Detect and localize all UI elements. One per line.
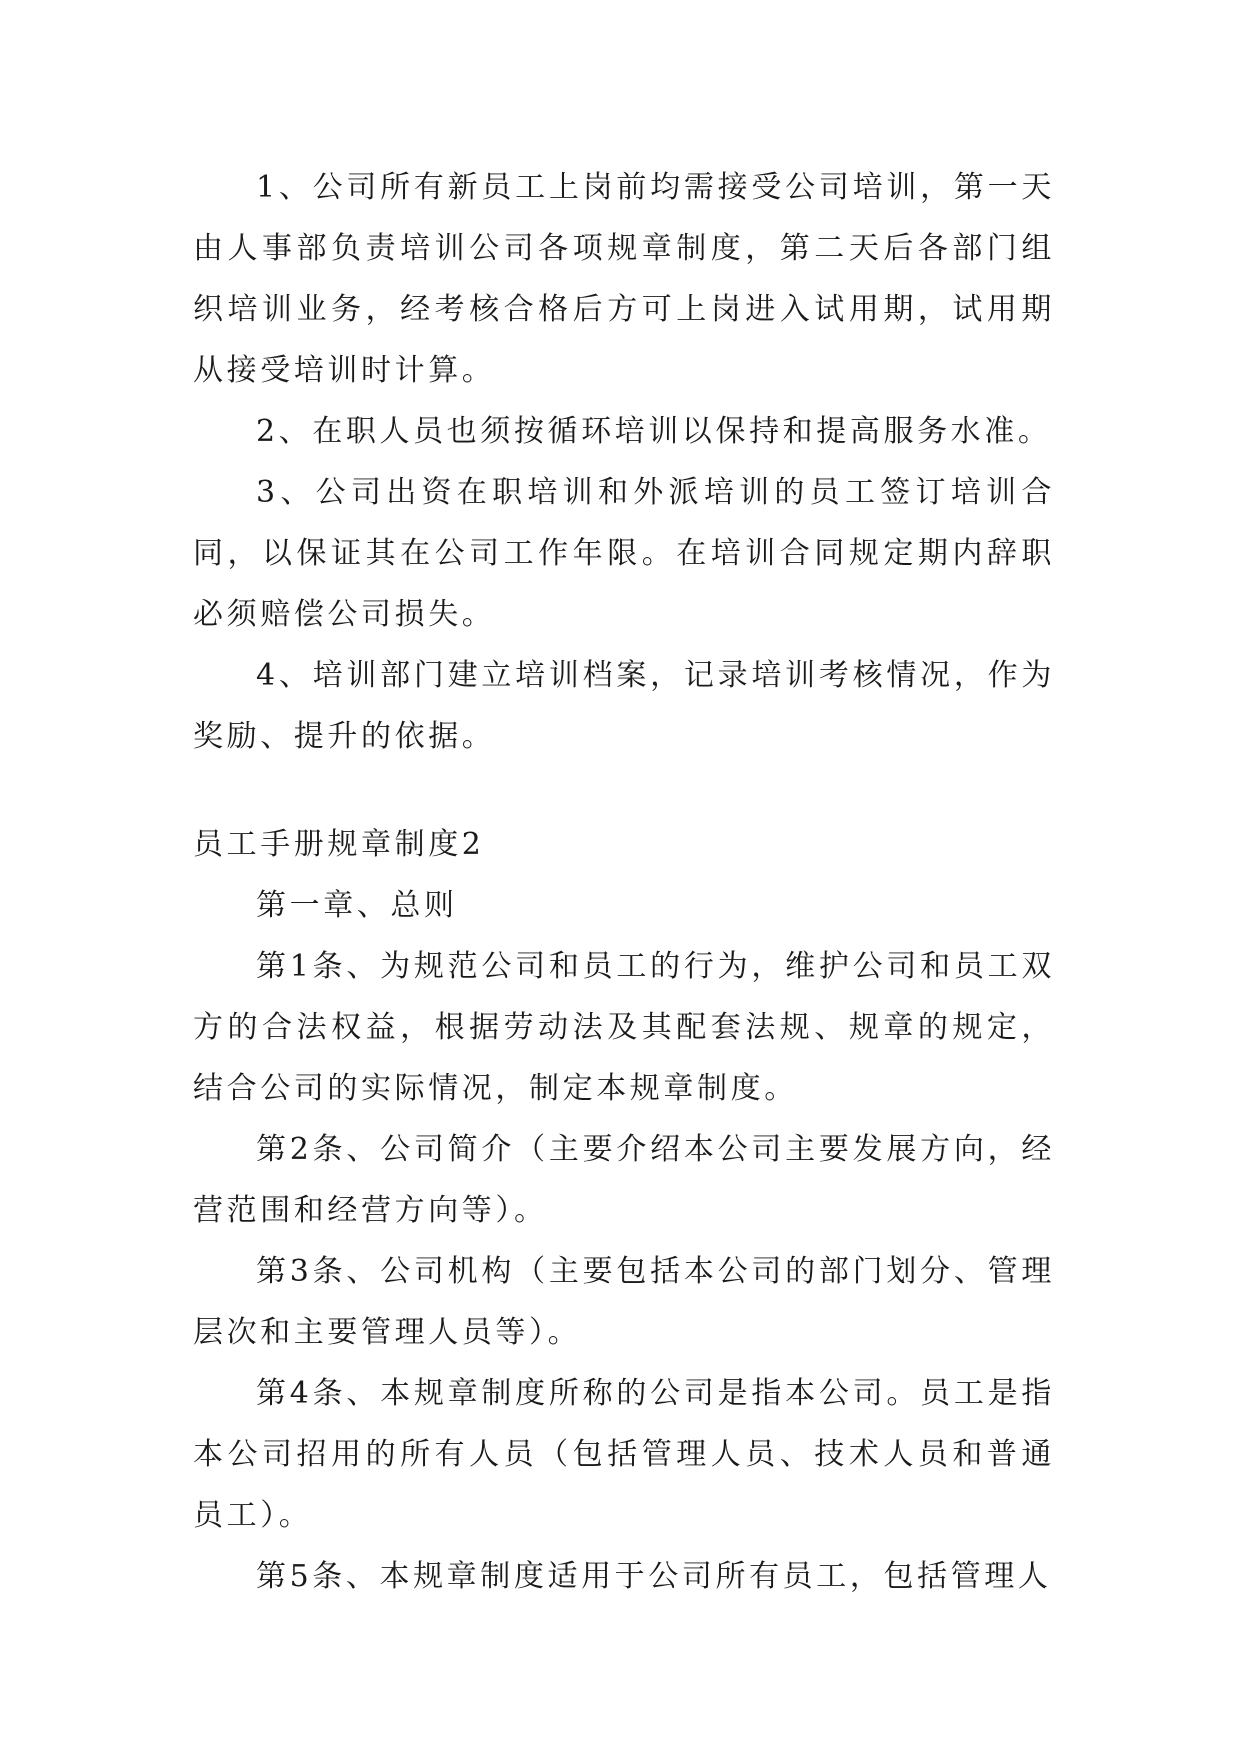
article-5: 第5条、本规章制度适用于公司所有员工，包括管理人 — [256, 1559, 1052, 1594]
article-2: 第2条、公司简介（主要介绍本公司主要发展方向，经营范围和经营方向等）。 — [193, 1132, 1055, 1228]
article-4: 第4条、本规章制度所称的公司是指本公司。员工是指本公司招用的所有人员（包括管理人员、技术人员和普通员工）。 — [193, 1376, 1055, 1533]
chapter-heading: 第一章、总则 — [256, 888, 458, 923]
article-3: 第3条、公司机构（主要包括本公司的部门划分、管理层次和主要管理人员等）。 — [193, 1254, 1055, 1350]
paragraph-training-3: 3、公司出资在职培训和外派培训的员工签订培训合同，以保证其在公司工作年限。在培训合同规定期内辞职必须赔偿公司损失。 — [193, 475, 1055, 632]
section-title: 员工手册规章制度2 — [193, 827, 485, 862]
document-page — [193, 157, 1055, 1607]
paragraph-training-1: 1、公司所有新员工上岗前均需接受公司培训，第一天由人事部负责培训公司各项规章制度，第二天后各部门组织培训业务，经考核合格后方可上岗进入试用期，试用期从接受培训时计算。 — [193, 170, 1055, 388]
paragraph-training-4: 4、培训部门建立培训档案，记录培训考核情况，作为奖励、提升的依据。 — [193, 658, 1055, 754]
article-1: 第1条、为规范公司和员工的行为，维护公司和员工双方的合法权益，根据劳动法及其配套法规、规章的规定，结合公司的实际情况，制定本规章制度。 — [193, 949, 1055, 1106]
paragraph-training-2: 2、在职人员也须按循环培训以保持和提高服务水准。 — [256, 414, 1052, 449]
